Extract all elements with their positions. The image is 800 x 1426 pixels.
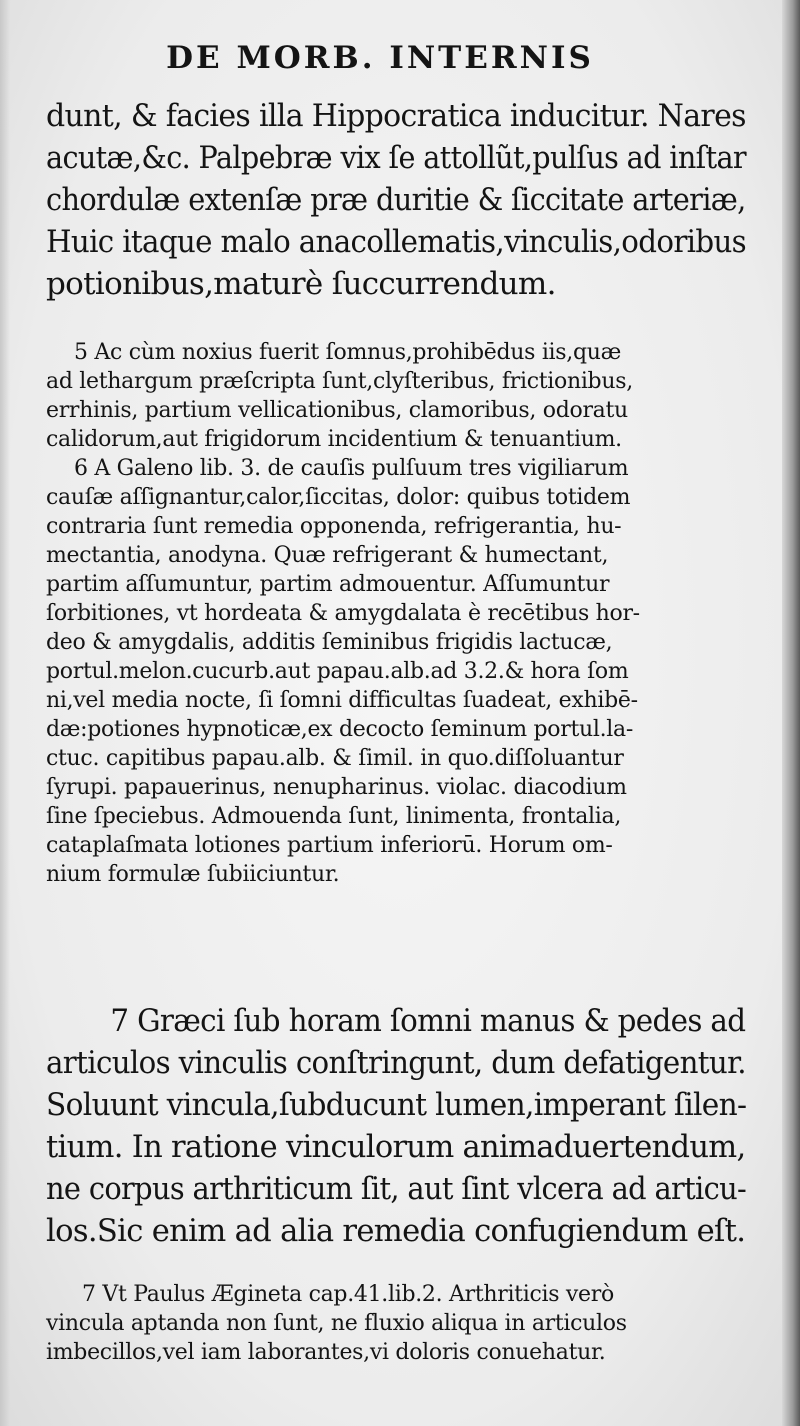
- note-line: portul.melon.cucurb.aut papau.alb.ad 3.2.& hora ſom: [46, 659, 629, 684]
- text-line: chordulæ extenſæ præ duritie & ſiccitate arteriæ,: [46, 182, 746, 218]
- note-line: imbecillos,vel iam laborantes,vi doloris conuehatur.: [46, 1340, 606, 1365]
- text-line: 7 Græci ſub horam ſomni manus & pedes ad: [110, 1003, 746, 1039]
- commentary-note-6: [46, 454, 746, 889]
- text-line: dunt, & facies illa Hippocratica inducitur. Nares: [46, 98, 746, 134]
- note-line: ſyrupi. papauerinus, nenupharinus. violac. diacodium: [46, 775, 627, 800]
- text-line: los.Sic enim ad alia remedia confugiendum eſt.: [46, 1213, 746, 1249]
- text-line: Huic itaque malo anacollematis,vinculis,odoribus: [46, 224, 747, 260]
- note-line: partim aſſumuntur, partim admouentur. Aſſumuntur: [46, 572, 610, 597]
- text-line: Soluunt vincula,ſubducunt lumen,imperant ſilen-: [46, 1087, 747, 1123]
- note-line: dæ:potiones hypnoticæ,ex decocto ſeminum portul.la-: [46, 717, 633, 742]
- note-line: ſine ſpeciebus. Admouenda ſunt, linimenta, frontalia,: [46, 804, 622, 829]
- note-line: errhinis, partium vellicationibus, clamoribus, odoratu: [46, 398, 628, 423]
- note-line: ad lethargum præſcripta ſunt,clyſteribus, frictionibus,: [46, 369, 633, 394]
- page-left-edge: [0, 0, 10, 1426]
- main-text-paragraph-7: [46, 1000, 746, 1252]
- note-line: vincula aptanda non ſunt, ne fluxio aliqua in articulos: [46, 1311, 627, 1336]
- running-header: DE MORB. INTERNIS: [166, 40, 594, 76]
- note-line: ni,vel media nocte, ſi ſomni difficultas ſuadeat, exhibē-: [46, 688, 638, 713]
- note-line: 6 A Galeno lib. 3. de cauſis pulſuum tres vigiliarum: [74, 456, 629, 481]
- note-line: deo & amygdalis, additis ſeminibus frigidis lactucæ,: [46, 630, 613, 655]
- text-line: acutæ,&c. Palpebræ vix ſe attollũt,pulſus ad inſtar: [46, 140, 747, 176]
- text-line: ne corpus arthriticum ſit, aut ſint vlcera ad articu-: [46, 1171, 747, 1207]
- page-right-edge-shadow: [782, 0, 800, 1426]
- note-line: 5 Ac cùm noxius fuerit ſomnus,prohibēdus iis,quæ: [74, 340, 622, 365]
- note-line: cauſæ aſſignantur,calor,ſiccitas, dolor: quibus totidem: [46, 485, 631, 510]
- text-line: potionibus,maturè ſuccurrendum.: [46, 266, 556, 302]
- commentary-note-7: [46, 1280, 746, 1367]
- note-line: calidorum,aut frigidorum incidentium & tenuantium.: [46, 427, 622, 452]
- note-line: contraria ſunt remedia opponenda, refrigerantia, hu-: [46, 514, 622, 539]
- main-text-paragraph-1: [46, 95, 746, 305]
- commentary-note-5: [46, 338, 746, 454]
- note-line: nium formulæ ſubiiciuntur.: [46, 862, 340, 887]
- note-line: ctuc. capitibus papau.alb. & ſimil. in quo.diſſoluantur: [46, 746, 624, 771]
- note-line: ſorbitiones, vt hordeata & amygdalata è recētibus hor-: [46, 601, 640, 626]
- text-line: tium. In ratione vinculorum animaduertendum,: [46, 1129, 746, 1165]
- text-line: articulos vinculis conſtringunt, dum defatigentur.: [46, 1045, 746, 1081]
- note-line: mectantia, anodyna. Quæ refrigerant & humectant,: [46, 543, 609, 568]
- note-line: 7 Vt Paulus Ægineta cap.41.lib.2. Arthriticis verò: [82, 1282, 614, 1307]
- note-line: cataplaſmata lotiones partium inferiorū. Horum om-: [46, 833, 613, 858]
